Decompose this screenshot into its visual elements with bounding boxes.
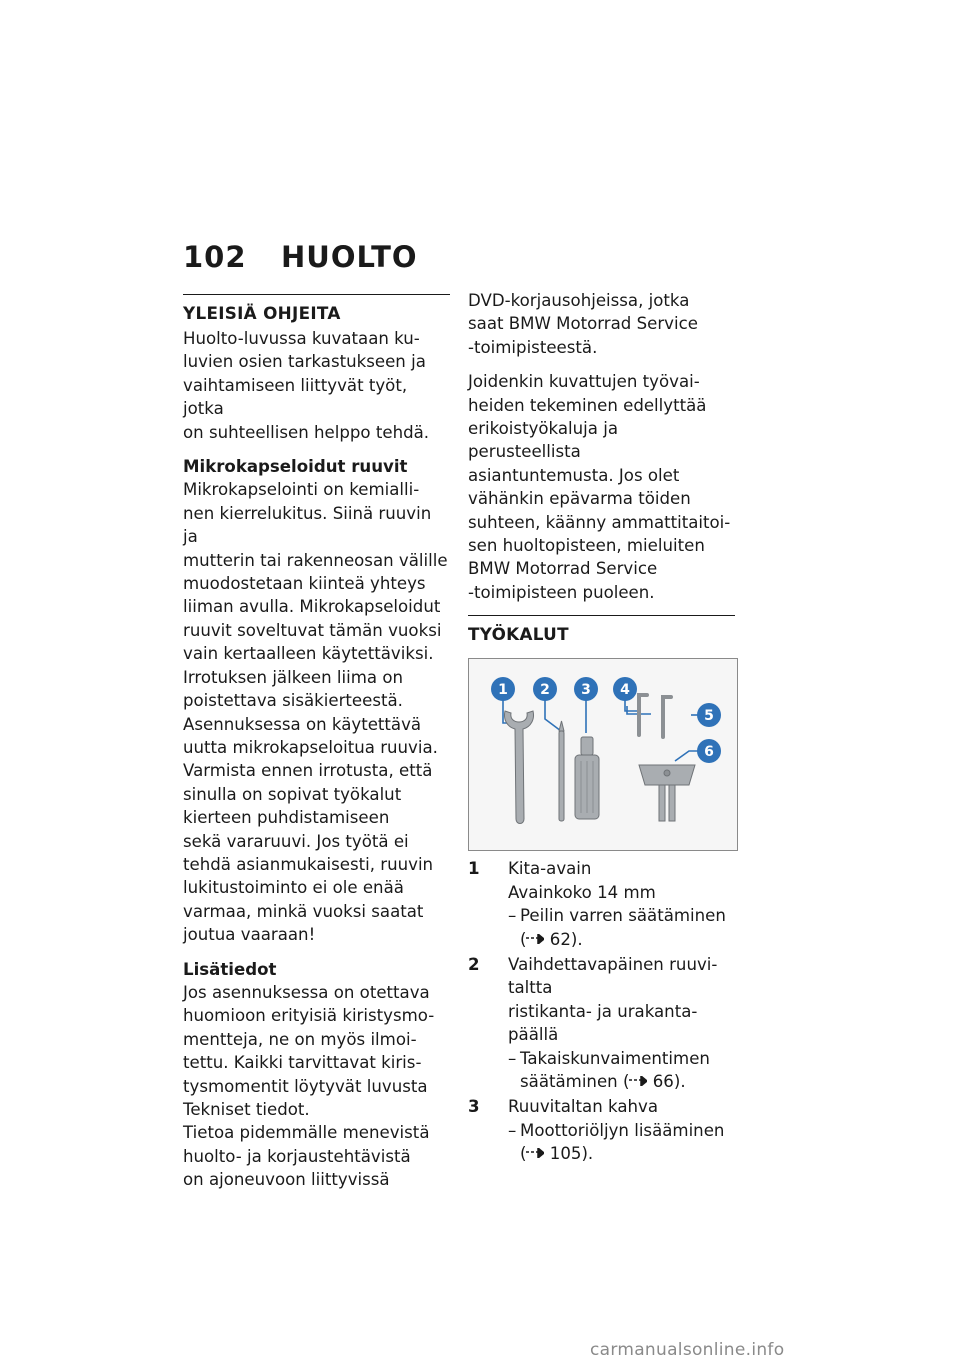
expertise-text: Joidenkin kuvattujen työvai- heiden tekeminen edellyttää erikoistyökaluja ja perusteellista asiantuntemusta. Jos olet vähänkin epävarma töiden suhteen, käänny ammattitaitoi- sen huoltopisteen, mieluiten BMW Motorrad Service -toimipisteen puoleen. xyxy=(468,372,731,602)
tool-item-3: 3 Ruuvitaltan kahva – Moottoriöljyn lisääminen ( 105). xyxy=(468,1095,735,1165)
callout-5 xyxy=(697,703,721,727)
arrow-right-icon xyxy=(526,934,544,944)
section-rule xyxy=(468,615,735,616)
wrench-icon xyxy=(504,711,533,824)
microencapsulated-screws-heading: Mikrokapseloidut ruuvit xyxy=(183,457,408,477)
tool-use-2: – Takaiskunvaimentimen xyxy=(508,1048,710,1068)
additional-info-text: Jos asennuksessa on otettava huomioon erityisiä kiristysmo- mentteja, ne on myös ilmoi- tettu. Kaikki tarvittavat kiris- tysmomentit löytyvät luvusta Tekniset tiedot. Tietoa pidemmälle menevistä huolto- ja korjaustehtävistä on ajoneuvoon liittyvissä xyxy=(183,982,435,1190)
svg-text:2: 2 xyxy=(540,682,550,699)
svg-text:3: 3 xyxy=(581,682,591,699)
page-reference-105[interactable]: ( 105). xyxy=(520,1144,594,1164)
page-header xyxy=(183,240,418,274)
callout-6 xyxy=(697,739,721,763)
arrow-right-icon xyxy=(526,1148,544,1158)
general-instructions-text: Huolto-luvussa kuvataan ku- luvien osien tarkastukseen ja vaihtamiseen liittyvät työt, jotka on suhteellisen helppo tehdä. xyxy=(183,329,430,442)
svg-text:4: 4 xyxy=(620,682,630,699)
svg-text:5: 5 xyxy=(704,708,714,725)
tool-use-1: – Peilin varren säätäminen xyxy=(508,906,726,926)
right-column xyxy=(468,289,735,1166)
callout-4 xyxy=(613,677,637,701)
page-reference-62[interactable]: ( 62). xyxy=(520,929,583,949)
general-instructions-heading: YLEISIÄ OHJEITA xyxy=(183,303,341,323)
tools-heading: TYÖKALUT xyxy=(468,624,569,645)
tool-item-1: 1 Kita-avain Avainkoko 14 mm – Peilin varren säätäminen ( 62). xyxy=(468,857,735,951)
callout-3 xyxy=(574,677,598,701)
section-rule xyxy=(183,294,450,295)
svg-text:6: 6 xyxy=(704,744,714,761)
microencapsulated-screws-text: Mikrokapselointi on kemialli- nen kierrelukitus. Siinä ruuvin ja mutterin tai rakenneosan välille muodostetaan kiinteä yhteys liiman avulla. Mikrokapseloidut ruuvit soveltuvat tämän vuoksi vain kertaalleen käytettäviksi. Irrotuksen jälkeen liima on poistettava sisäkierteestä. Asennuksessa on käytettävä uutta mikrokapseloitua ruuvia. Varmista ennen irrotusta, että sinulla on sopivat työkalut kierteen puhdistamiseen sekä vararuuvi. Jos työtä ei tehdä asianmukaisesti, ruuvin lukitustoiminto ei ole enää varmaa, minkä vuoksi saatat joutua vaaraan! xyxy=(183,480,448,945)
arrow-right-icon xyxy=(629,1076,647,1086)
section-title: HUOLTO xyxy=(281,240,418,274)
toolkit-figure xyxy=(468,658,738,851)
continuation-text: DVD-korjausohjeissa, jotka saat BMW Motorrad Service -toimipisteestä. xyxy=(468,291,698,357)
watermark: carmanualsonline.info xyxy=(590,1340,785,1360)
page-number: 102 xyxy=(183,240,247,274)
allen-key-icon xyxy=(639,695,671,737)
callout-2 xyxy=(533,677,557,701)
screwdriver-handle-icon xyxy=(575,737,599,819)
additional-info-heading: Lisätiedot xyxy=(183,959,277,979)
svg-text:1: 1 xyxy=(498,682,508,699)
special-tool-icon xyxy=(639,765,695,821)
screwdriver-bit-icon xyxy=(559,721,564,821)
page-reference-66[interactable]: säätäminen ( 66). xyxy=(520,1071,686,1091)
tool-item-2: 2 Vaihdettavapäinen ruuvi- taltta ristikanta- ja urakanta- päällä – Takaiskunvaimentimen säätäminen ( 66). xyxy=(468,953,735,1093)
tool-use-3: – Moottoriöljyn lisääminen xyxy=(508,1120,725,1140)
callout-1 xyxy=(491,677,515,701)
left-column xyxy=(183,294,450,1192)
toolkit-illustration xyxy=(469,659,737,850)
